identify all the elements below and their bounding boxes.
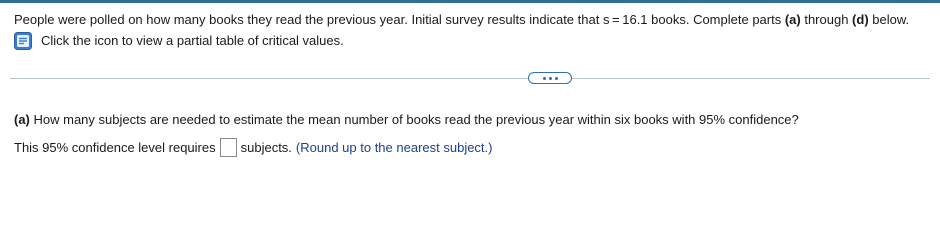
- divider-line: [10, 78, 930, 79]
- question-part-label: (a): [14, 112, 30, 127]
- ellipsis-icon: [543, 77, 546, 80]
- critical-values-link-label: Click the icon to view a partial table of critical values.: [41, 33, 344, 48]
- answer-suffix: subjects.: [240, 139, 292, 155]
- rounding-note: (Round up to the nearest subject.): [295, 139, 493, 155]
- subjects-answer-input[interactable]: [220, 138, 237, 157]
- expand-more-button[interactable]: [528, 72, 572, 84]
- answer-prefix: This 95% confidence level requires: [14, 139, 216, 155]
- intro-through: through: [800, 12, 853, 27]
- section-divider: [10, 72, 930, 86]
- table-icon[interactable]: [14, 32, 32, 50]
- question-part-a: [14, 112, 799, 128]
- answer-row: [14, 136, 492, 158]
- intro-text-before: People were polled on how many books they read the previous year. Initial survey results indicate that s = 16.1 books. Complete parts: [14, 12, 785, 27]
- critical-values-link-row: [14, 32, 344, 50]
- problem-statement: [14, 12, 909, 28]
- question-text: How many subjects are needed to estimate the mean number of books read the previous year within six books with 95% confidence?: [29, 112, 799, 127]
- intro-part-a: (a): [784, 12, 801, 27]
- intro-part-d: (d): [852, 12, 869, 27]
- top-accent-rule: [0, 0, 940, 3]
- intro-text-after: below.: [868, 12, 910, 27]
